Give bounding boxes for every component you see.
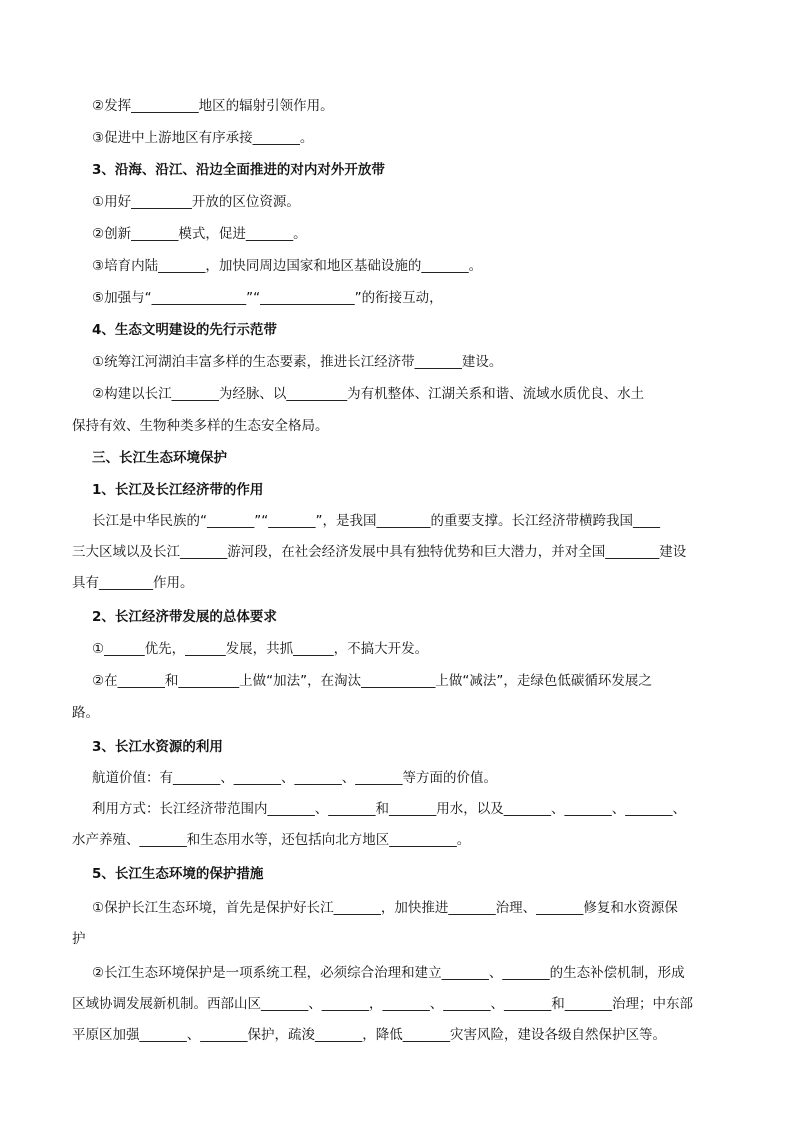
text-line: ①保护长江生态环境，首先是保护好长江_______，加快推进_______治理、_______修复和水资源保 [92,900,678,916]
text-line: ②长江生态环境保护是一项系统工程，必须综合治理和建立_______、_______的生态补偿机制，形成 [92,965,685,981]
section-heading: 3、沿海、沿江、沿边全面推进的对内对外开放带 [92,162,385,178]
text-line: 利用方式：长江经济带范围内_______、_______和_______用水，以及_______、_______、_______、 [92,801,686,817]
text-line: 保持有效、生物种类多样的生态安全格局。 [72,418,329,434]
text-line: ②构建以长江_______为经脉、以_________为有机整体、江湖关系和谐、流域水质优良、水土 [92,386,645,402]
text-line: ③培育内陆_______，加快同周边国家和地区基础设施的_______。 [92,258,483,274]
text-line: ②创新_______模式，促进_______。 [92,226,307,242]
text-line: 航道价值：有_______、_______、_______、_______等方面的价值。 [92,770,497,786]
section-heading: 1、长江及长江经济带的作用 [92,482,264,498]
text-line: 水产养殖、_______和生态用水等，还包括向北方地区__________。 [72,832,471,848]
text-line: 路。 [72,705,99,721]
text-line: ①______优先，______发展，共抓______，不搞大开发。 [92,641,429,657]
text-line: ②发挥__________地区的辐射引领作用。 [92,98,334,114]
document-page [72,96,724,1045]
text-line: 护 [72,931,86,947]
section-heading: 2、长江经济带发展的总体要求 [92,609,277,625]
text-line: ③促进中上游地区有序承接_______。 [92,130,314,146]
text-line: ①统筹江河湖泊丰富多样的生态要素，推进长江经济带_______建设。 [92,354,503,370]
text-line: 三大区域以及长江_______游河段，在社会经济发展中具有独特优势和巨大潜力，并对全国________建设 [72,544,687,560]
section-heading: 三、长江生态环境保护 [92,450,227,466]
text-line: 具有________作用。 [72,575,194,591]
section-heading: 5、长江生态环境的保护措施 [92,866,264,882]
text-line: 平原区加强_______、_______保护，疏浚_______，降低_______灾害风险，建设各级自然保护区等。 [72,1027,666,1043]
text-line: 长江是中华民族的“_______”“_______”，是我国________的重要支撑。长江经济带横跨我国____ [92,513,660,529]
text-line: 区域协调发展新机制。西部山区_______、_______，_______、_______、_______和_______治理；中东部 [72,996,693,1012]
section-heading: 4、生态文明建设的先行示范带 [92,322,277,338]
text-line: ⑤加强与“______________”“______________”的衔接互动， [92,290,443,306]
text-line: ①用好_________开放的区位资源。 [92,194,300,210]
section-heading: 3、长江水资源的利用 [92,739,223,755]
text-line: ②在_______和_________上做“加法”，在淘汰___________上做“减法”，走绿色低碳循环发展之 [92,673,652,689]
